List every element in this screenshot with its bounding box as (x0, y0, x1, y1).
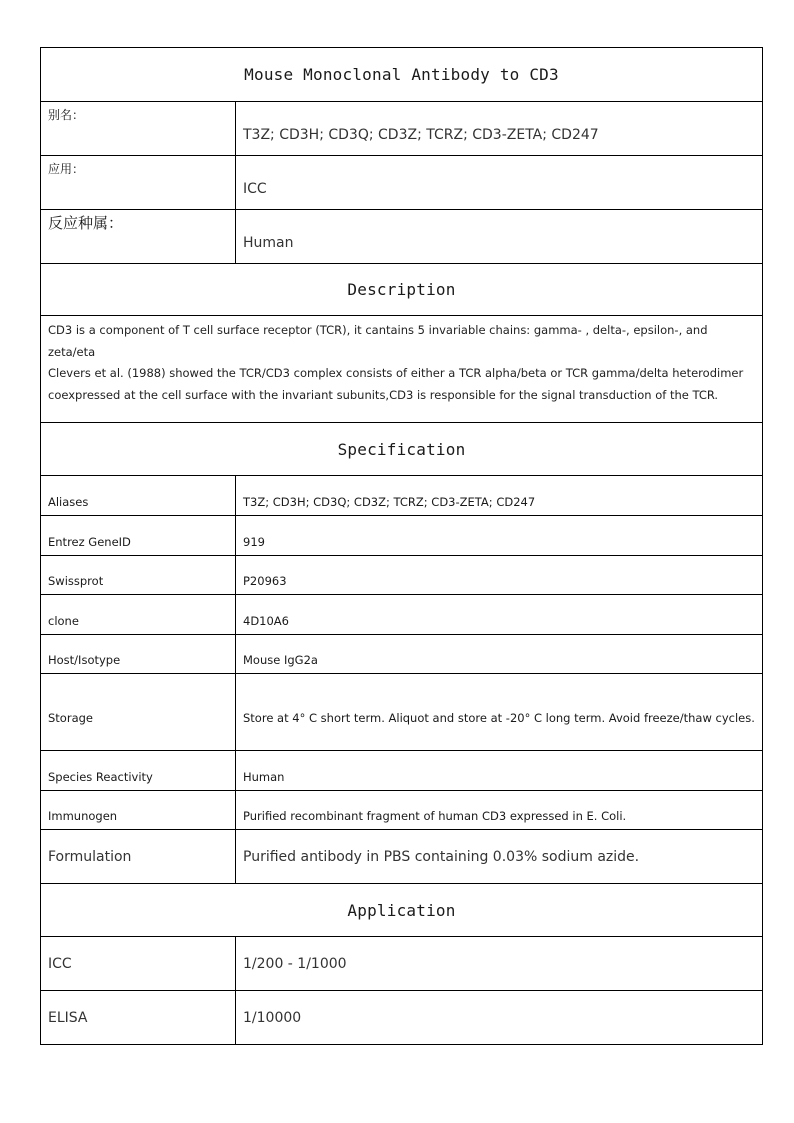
spec-row-species-reactivity (41, 751, 762, 791)
description-body (41, 316, 762, 423)
specification-heading (41, 423, 762, 476)
application-value: 1/10000 (243, 1010, 302, 1026)
spec-value: Mouse IgG2a (243, 653, 318, 667)
application-label: ELISA (41, 991, 236, 1045)
spec-label: Host/Isotype (41, 635, 236, 673)
application-label: ICC (41, 937, 236, 990)
application-summary-label: 应用： (41, 156, 236, 209)
spec-value: Purified antibody in PBS containing 0.03% sodium azide. (243, 848, 640, 865)
spec-value: 919 (243, 534, 265, 549)
spec-value: Store at 4° C short term. Aliquot and store at -20° C long term. Avoid freeze/thaw cycles. (243, 711, 755, 725)
datasheet-table (40, 47, 763, 1045)
specification-heading-text: Specification (337, 439, 466, 459)
reactivity-summary-label: 反应种属： (41, 210, 236, 263)
spec-value: Human (243, 769, 285, 784)
alias-value: T3Z; CD3H; CD3Q; CD3Z; TCRZ; CD3-ZETA; CD247 (243, 126, 599, 143)
alias-row (41, 102, 762, 156)
product-title-text: Mouse Monoclonal Antibody to CD3 (244, 65, 559, 84)
description-line: coexpressed at the cell surface with the invariant subunits,CD3 is responsible for the signal transduction of the TCR. (48, 387, 719, 402)
spec-row-clone (41, 595, 762, 635)
description-heading-text: Description (347, 280, 456, 299)
spec-value: T3Z; CD3H; CD3Q; CD3Z; TCRZ; CD3-ZETA; CD247 (243, 494, 536, 509)
spec-row-host-isotype (41, 635, 762, 674)
spec-value: P20963 (243, 574, 287, 588)
spec-label: Entrez GeneID (41, 516, 236, 555)
description-line: CD3 is a component of T cell surface receptor (TCR), it cantains 5 invariable chains: gamma- , delta-, epsilon-, and zeta/eta (48, 323, 708, 359)
spec-row-immunogen (41, 791, 762, 830)
application-heading-text: Application (347, 900, 456, 920)
spec-row-storage (41, 674, 762, 751)
description-heading (41, 264, 762, 316)
spec-label: Storage (41, 674, 236, 750)
spec-row-aliases (41, 476, 762, 516)
application-summary-row (41, 156, 762, 210)
spec-label: Species Reactivity (41, 751, 236, 790)
spec-label: clone (41, 595, 236, 634)
product-title (41, 48, 762, 102)
spec-value: Purified recombinant fragment of human CD3 expressed in E. Coli. (243, 809, 627, 823)
spec-label: Immunogen (41, 791, 236, 829)
spec-value: 4D10A6 (243, 613, 289, 628)
spec-row-gene-id (41, 516, 762, 556)
spec-label: Aliases (41, 476, 236, 515)
application-heading (41, 884, 762, 937)
reactivity-summary-value: Human (243, 234, 294, 251)
reactivity-summary-row (41, 210, 762, 264)
application-value: 1/200 - 1/1000 (243, 955, 347, 972)
spec-label: Formulation (41, 830, 236, 883)
spec-row-formulation (41, 830, 762, 884)
application-row-icc (41, 937, 762, 991)
description-line: Clevers et al. (1988) showed the TCR/CD3 complex consists of either a TCR alpha/beta or TCR gamma/delta heterodimer (48, 366, 744, 380)
application-summary-value: ICC (243, 180, 267, 197)
spec-label: Swissprot (41, 556, 236, 594)
alias-label: 别名： (41, 102, 236, 155)
spec-row-swissprot (41, 556, 762, 595)
application-row-elisa (41, 991, 762, 1045)
